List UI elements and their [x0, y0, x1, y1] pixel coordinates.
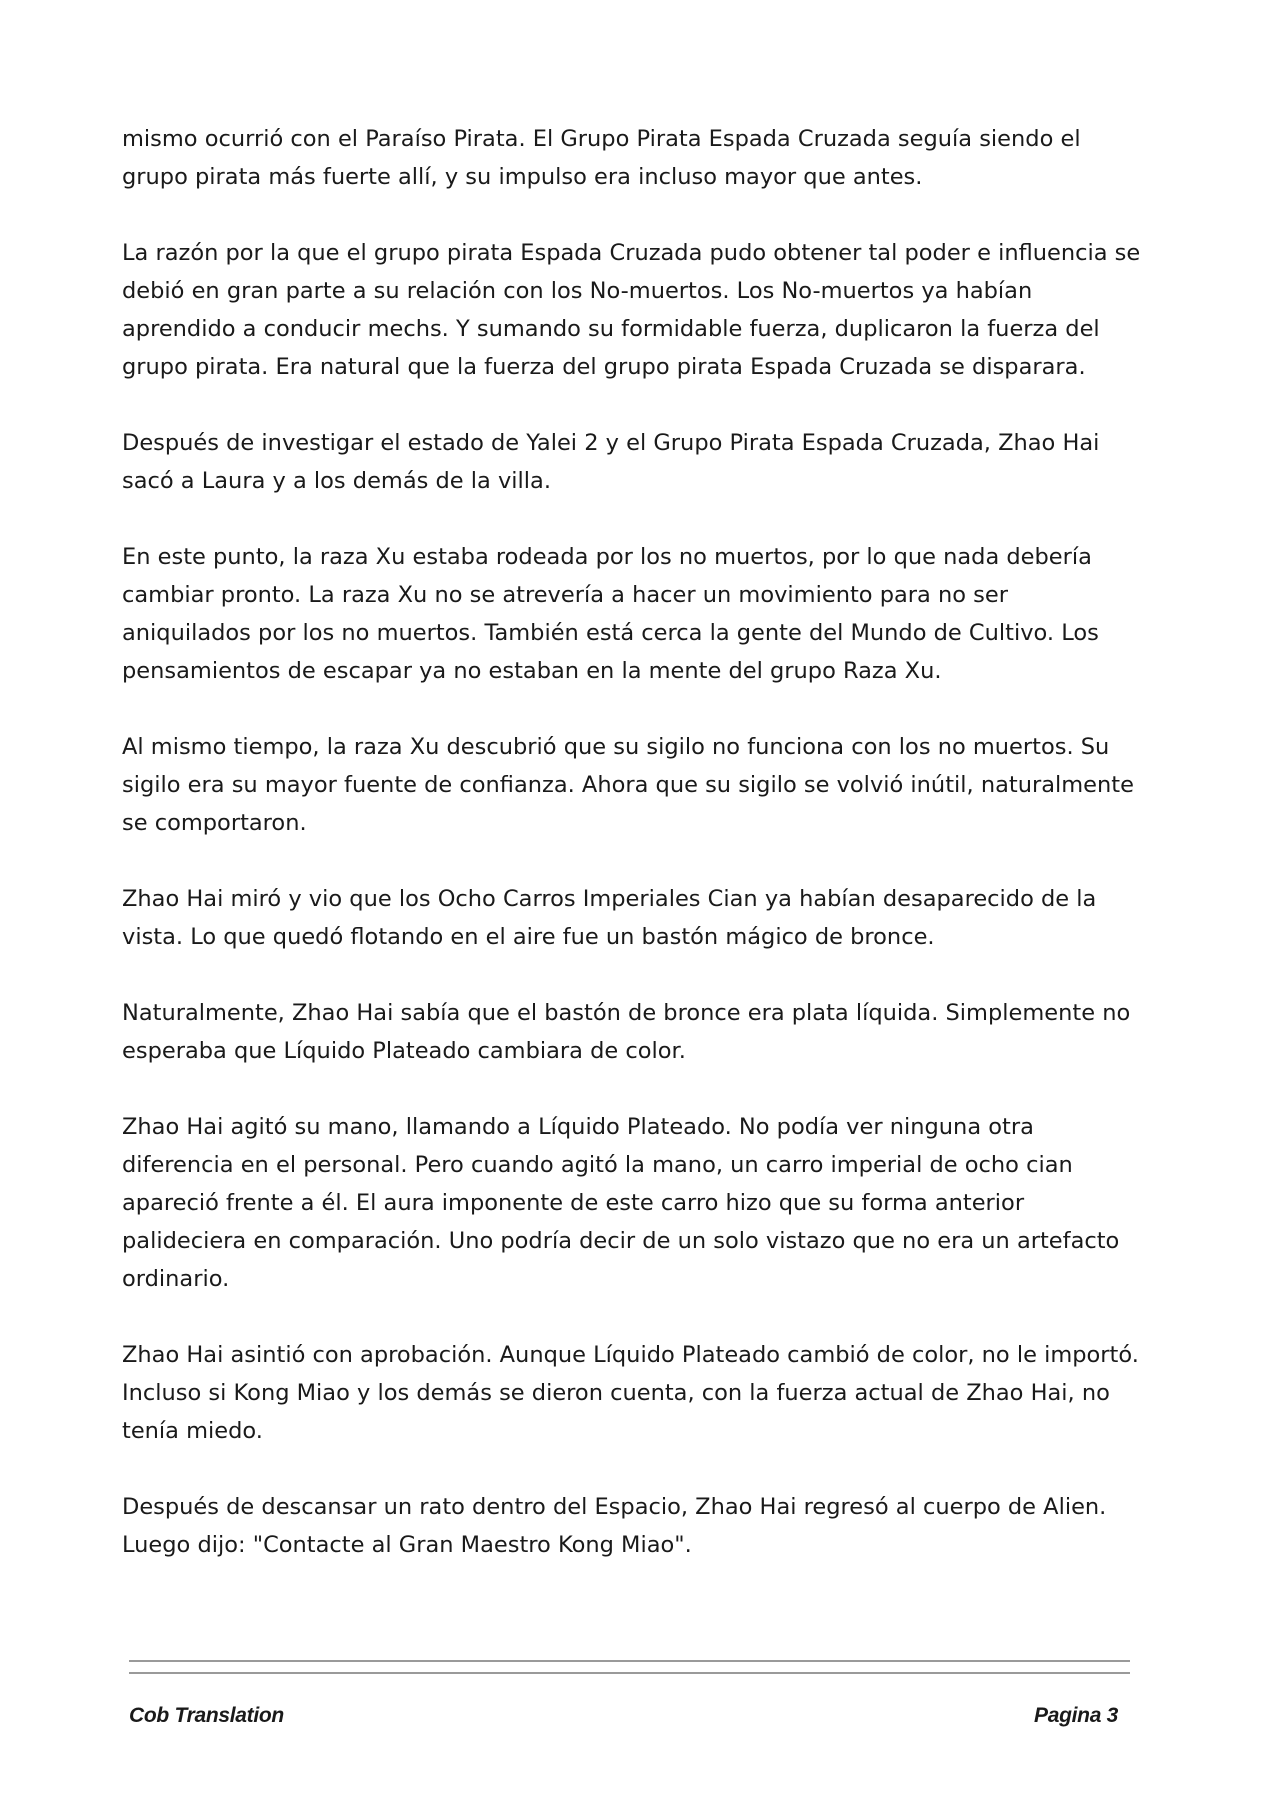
paragraph: mismo ocurrió con el Paraíso Pirata. El Grupo Pirata Espada Cruzada seguía siendo el grupo pirata más fuerte allí, y su impulso era incluso mayor que antes.: [122, 126, 1081, 190]
page-number: Pagina 3: [1034, 1704, 1118, 1727]
footer-credit: Cob Translation: [129, 1704, 284, 1727]
paragraph: Después de investigar el estado de Yalei 2 y el Grupo Pirata Espada Cruzada, Zhao Hai sacó a Laura y a los demás de la villa.: [122, 430, 1100, 494]
footer-divider: [129, 1660, 1130, 1662]
footer-divider: [129, 1672, 1130, 1674]
body-text: [122, 120, 1142, 1602]
paragraph: Zhao Hai asintió con aprobación. Aunque Líquido Plateado cambió de color, no le importó. Incluso si Kong Miao y los demás se dieron cuenta, con la fuerza actual de Zhao Hai, no tenía miedo.: [122, 1342, 1139, 1444]
paragraph: Zhao Hai agitó su mano, llamando a Líquido Plateado. No podía ver ninguna otra diferencia en el personal. Pero cuando agitó la mano, un carro imperial de ocho cian apareció frente a él. El aura imponente de este carro hizo que su forma anterior palideciera en comparación. Uno podría decir de un solo vistazo que no era un artefacto ordinario.: [122, 1114, 1120, 1292]
paragraph: Después de descansar un rato dentro del Espacio, Zhao Hai regresó al cuerpo de Alien. Luego dijo: "Contacte al Gran Maestro Kong Miao".: [122, 1494, 1107, 1558]
paragraph: Naturalmente, Zhao Hai sabía que el bastón de bronce era plata líquida. Simplemente no esperaba que Líquido Plateado cambiara de color.: [122, 1000, 1131, 1064]
paragraph: En este punto, la raza Xu estaba rodeada por los no muertos, por lo que nada debería cambiar pronto. La raza Xu no se atrevería a hacer un movimiento para no ser aniquilados por los no muertos. También está cerca la gente del Mundo de Cultivo. Los pensamientos de escapar ya no estaban en la mente del grupo Raza Xu.: [122, 544, 1099, 684]
paragraph: La razón por la que el grupo pirata Espada Cruzada pudo obtener tal poder e influencia se debió en gran parte a su relación con los No-muertos. Los No-muertos ya habían aprendido a conducir mechs. Y sumando su formidable fuerza, duplicaron la fuerza del grupo pirata. Era natural que la fuerza del grupo pirata Espada Cruzada se disparara.: [122, 240, 1141, 380]
paragraph: Al mismo tiempo, la raza Xu descubrió que su sigilo no funciona con los no muertos. Su sigilo era su mayor fuente de confianza. Ahora que su sigilo se volvió inútil, naturalmente se comportaron.: [122, 734, 1134, 836]
paragraph: Zhao Hai miró y vio que los Ocho Carros Imperiales Cian ya habían desaparecido de la vista. Lo que quedó flotando en el aire fue un bastón mágico de bronce.: [122, 886, 1097, 950]
